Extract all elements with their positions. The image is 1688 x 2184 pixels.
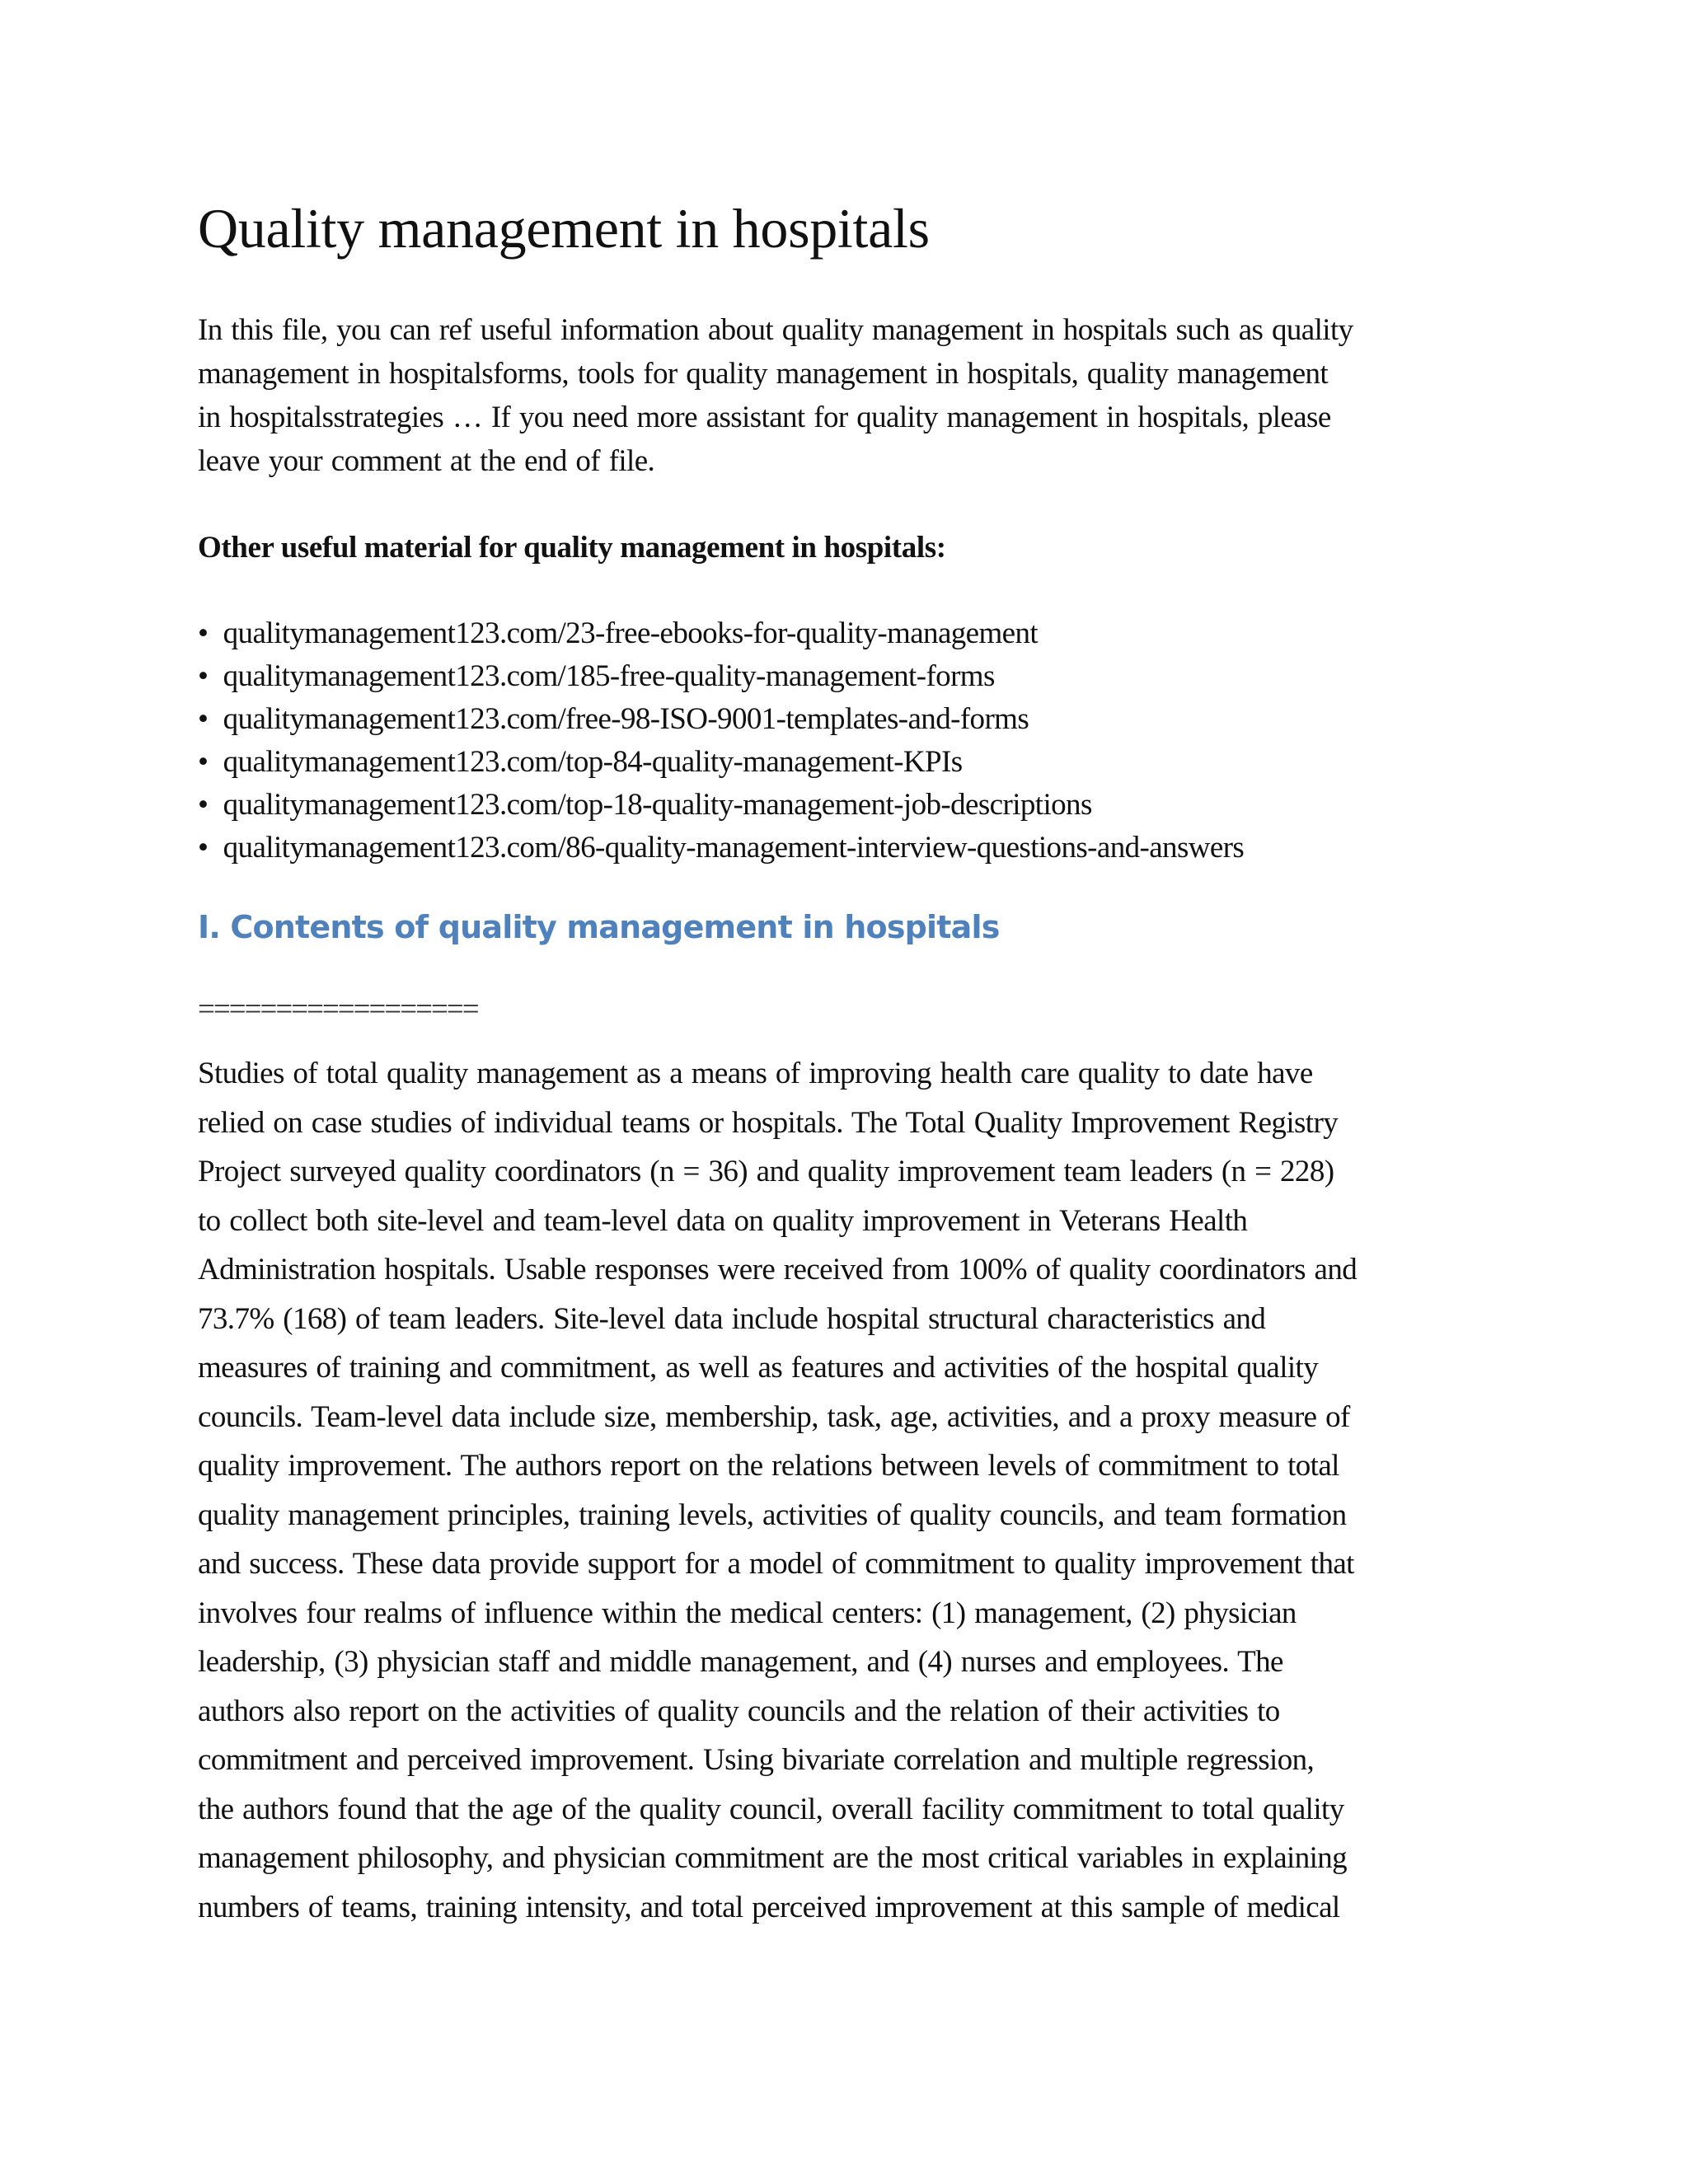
list-item (198, 612, 1484, 655)
resource-link[interactable]: qualitymanagement123.com/free-98-ISO-9001-templates-and-forms (223, 702, 1029, 736)
body-line: Project surveyed quality coordinators (n = 36) and quality improvement team leaders (n = 228) (198, 1155, 1334, 1188)
list-item (198, 741, 1484, 784)
body-line: quality management principles, training levels, activities of quality councils, and team formation (198, 1497, 1347, 1532)
section-heading: I. Contents of quality management in hospitals (198, 909, 1000, 945)
intro-line: in hospitalsstrategies … If you need more assistant for quality management in hospitals, please (198, 401, 1331, 434)
list-item (198, 655, 1484, 698)
body-line: authors also report on the activities of quality councils and the relation of their activities to (198, 1694, 1280, 1728)
list-item (198, 827, 1484, 869)
body-line: the authors found that the age of the quality council, overall facility commitment to total quality (198, 1792, 1344, 1826)
separator-line: ================== (198, 992, 478, 1026)
bullet-icon: • (198, 702, 209, 736)
body-line: Administration hospitals. Usable responses were received from 100% of quality coordinators and (198, 1253, 1357, 1286)
resource-link[interactable]: qualitymanagement123.com/top-18-quality-management-job-descriptions (223, 788, 1092, 822)
resource-link[interactable]: qualitymanagement123.com/top-84-quality-management-KPIs (223, 745, 963, 779)
resource-link[interactable]: qualitymanagement123.com/23-free-ebooks-for-quality-management (223, 616, 1039, 650)
body-line: to collect both site-level and team-level data on quality improvement in Veterans Health (198, 1203, 1248, 1238)
body-line: councils. Team-level data include size, membership, task, age, activities, and a proxy measure of (198, 1399, 1350, 1434)
body-line: and success. These data provide support for a model of commitment to quality improvement that (198, 1547, 1354, 1581)
list-item (198, 784, 1484, 827)
body-line: leadership, (3) physician staff and middle management, and (4) nurses and employees. The (198, 1645, 1283, 1679)
bullet-icon: • (198, 616, 209, 650)
body-line: management philosophy, and physician commitment are the most critical variables in explaining (198, 1841, 1348, 1875)
resource-link[interactable]: qualitymanagement123.com/185-free-quality-management-forms (223, 659, 995, 693)
body-line: Studies of total quality management as a means of improving health care quality to date have (198, 1057, 1313, 1090)
bullet-icon: • (198, 788, 209, 822)
body-paragraph (198, 1049, 1484, 1932)
bullet-icon: • (198, 659, 209, 693)
list-item (198, 698, 1484, 741)
body-line: involves four realms of influence within the medical centers: (1) management, (2) physician (198, 1596, 1296, 1630)
intro-line: leave your comment at the end of file. (198, 444, 655, 478)
resource-link[interactable]: qualitymanagement123.com/86-quality-management-interview-questions-and-answers (223, 831, 1245, 865)
body-line: 73.7% (168) of team leaders. Site-level data include hospital structural characteristics and (198, 1301, 1266, 1336)
intro-line: management in hospitalsforms, tools for quality management in hospitals, quality management (198, 357, 1329, 391)
body-line: quality improvement. The authors report on the relations between levels of commitment to total (198, 1449, 1339, 1483)
body-line: relied on case studies of individual teams or hospitals. The Total Quality Improvement Registry (198, 1105, 1339, 1140)
document-content (198, 191, 1484, 1932)
body-line: numbers of teams, training intensity, and total perceived improvement at this sample of medical (198, 1890, 1340, 1924)
intro-paragraph (198, 308, 1484, 483)
resource-link-list (198, 612, 1484, 869)
intro-line: In this file, you can ref useful information about quality management in hospitals such as quality (198, 313, 1353, 347)
body-line: measures of training and commitment, as well as features and activities of the hospital quality (198, 1351, 1319, 1385)
bullet-icon: • (198, 831, 209, 865)
other-material-heading: Other useful material for quality management in hospitals: (198, 531, 946, 565)
page-title: Quality management in hospitals (198, 197, 930, 260)
bullet-icon: • (198, 745, 209, 779)
body-line: commitment and perceived improvement. Using bivariate correlation and multiple regression, (198, 1743, 1315, 1777)
